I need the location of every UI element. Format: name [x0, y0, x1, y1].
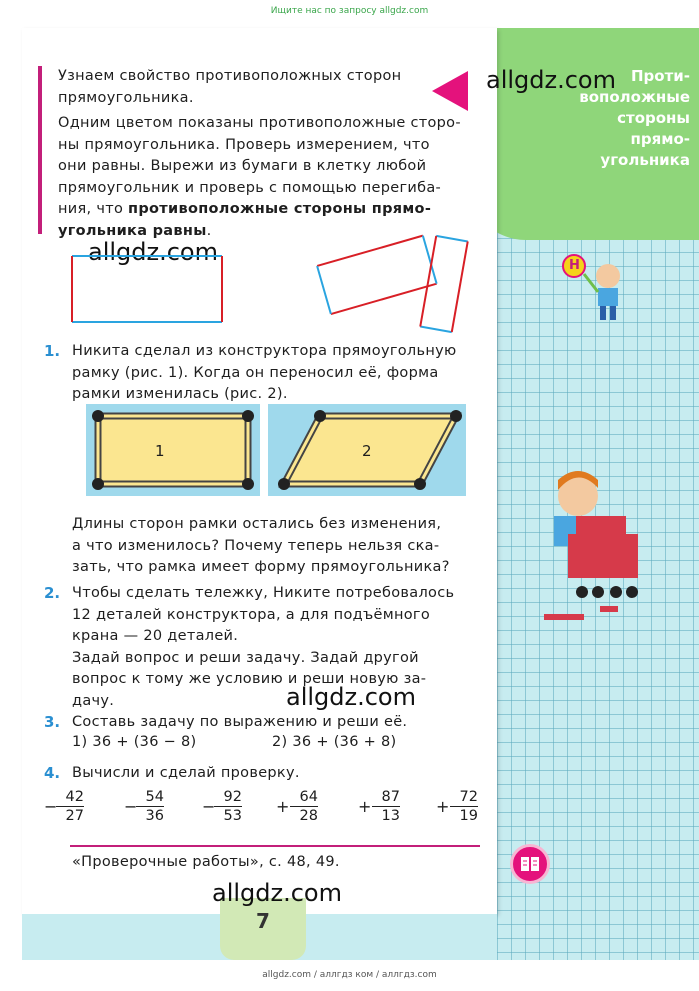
watermark: allgdz.com — [212, 879, 342, 907]
bold-span: противоположные стороны прямо- — [128, 201, 432, 217]
divider — [70, 845, 480, 847]
op-sign: − — [202, 797, 216, 816]
text-line: крана — 20 деталей. — [72, 628, 239, 644]
op-top: 54 — [145, 789, 164, 805]
text-span: ния, что — [58, 201, 129, 217]
watermark: allgdz.com — [486, 66, 616, 94]
task-number: 3. — [44, 713, 61, 731]
op-sign: − — [124, 797, 138, 816]
op-sign: + — [436, 797, 450, 816]
text-line: Одним цветом показаны противоположные сторо- — [58, 115, 461, 131]
op-sign: − — [44, 797, 58, 816]
op-top: 42 — [65, 789, 84, 805]
arrow-icon — [432, 71, 468, 111]
frame-1 — [86, 404, 260, 496]
text-line: 12 деталей конструктора, а для подъёмного — [72, 606, 430, 623]
text-line: Никита сделал из конструктора прямоугольную — [72, 343, 457, 359]
source-line: Ищите нас по запросу allgdz.com — [270, 6, 429, 16]
text-line: вопрос к тому же условию и реши новую за- — [72, 671, 427, 687]
text-line: ны прямоугольника. Проверь измерением, что — [58, 136, 430, 153]
op-top: 64 — [299, 789, 318, 805]
op-bottom: 36 — [136, 806, 164, 825]
op-bottom: 19 — [450, 806, 478, 825]
text-line: Длины сторон рамки остались без изменения, — [72, 516, 442, 532]
rectangle-1 — [72, 256, 222, 322]
topic-line: воположные — [579, 88, 690, 106]
page-number: 7 — [220, 898, 306, 960]
rectangles-figure — [60, 232, 485, 337]
op-top: 87 — [381, 789, 400, 805]
text-line: зать, что рамка имеет форму прямоугольника? — [72, 559, 450, 575]
frame-2-label: 2 — [362, 442, 372, 460]
text-line: они равны. Вырежи из бумаги в клетку любой — [58, 158, 427, 174]
op-sign: + — [276, 797, 290, 816]
task3-expr-1: 1) 36 + (36 − 8) — [72, 734, 197, 750]
reference-text: «Проверочные работы», с. 48, 49. — [72, 854, 340, 870]
text-line: прямоугольника. — [58, 89, 194, 106]
task1-text — [72, 341, 457, 406]
task3-expr-2: 2) 36 + (36 + 8) — [272, 734, 397, 750]
op-sign: + — [358, 797, 372, 816]
op-bottom: 13 — [372, 806, 400, 825]
boy-constructor-illustration — [540, 466, 655, 626]
explain-text — [58, 113, 483, 242]
book-icon[interactable] — [510, 844, 550, 884]
watermark: allgdz.com — [88, 238, 218, 266]
frame-1-label: 1 — [155, 442, 165, 460]
rectangle-2 — [317, 236, 437, 314]
op-bottom: 28 — [290, 806, 318, 825]
task3-text: Составь задачу по выражению и реши её. — [72, 714, 408, 730]
badge-letter: Н — [569, 258, 580, 273]
text-line: Чтобы сделать тележку, Никите потребовалось — [72, 585, 455, 601]
text-span: . — [206, 222, 212, 239]
intro-accent-bar — [38, 66, 42, 234]
text-line: прямоугольник и проверь с помощью перегиба- — [58, 179, 442, 196]
task4-text: Вычисли и сделай проверку. — [72, 765, 300, 781]
text-line — [58, 199, 483, 221]
text-line: дачу. — [72, 692, 115, 709]
topic-line: Проти- — [630, 67, 690, 85]
intro-text — [58, 66, 401, 109]
op-top: 72 — [459, 789, 478, 805]
bold-span: угольника равны — [58, 222, 207, 239]
topic-line: стороны — [617, 109, 690, 127]
text-line: Узнаем свойство противоположных сторон — [58, 68, 402, 84]
task-number: 2. — [44, 584, 61, 602]
topic-line: угольника — [600, 151, 690, 169]
op-top: 92 — [223, 789, 242, 805]
book-icon-glyph — [513, 847, 547, 881]
op-bottom: 53 — [214, 806, 242, 825]
task-number: 1. — [44, 342, 61, 360]
frames-figure — [84, 402, 469, 502]
text-line: Задай вопрос и реши задачу. Задай другой — [72, 649, 419, 666]
watermark: allgdz.com — [286, 683, 416, 711]
column-operations — [44, 788, 484, 828]
task-number: 4. — [44, 764, 61, 782]
text-line: рамки изменилась (рис. 2). — [72, 386, 288, 402]
task1-question — [72, 514, 450, 579]
topic-line: прямо- — [630, 130, 690, 148]
footer-links[interactable]: allgdz.com / аллгдз ком / аллгдз.com — [262, 970, 437, 980]
text-line: рамку (рис. 1). Когда он переносил её, форма — [72, 364, 439, 381]
op-bottom: 27 — [56, 806, 84, 825]
text-line: а что изменилось? Почему теперь нельзя ска- — [72, 537, 440, 554]
